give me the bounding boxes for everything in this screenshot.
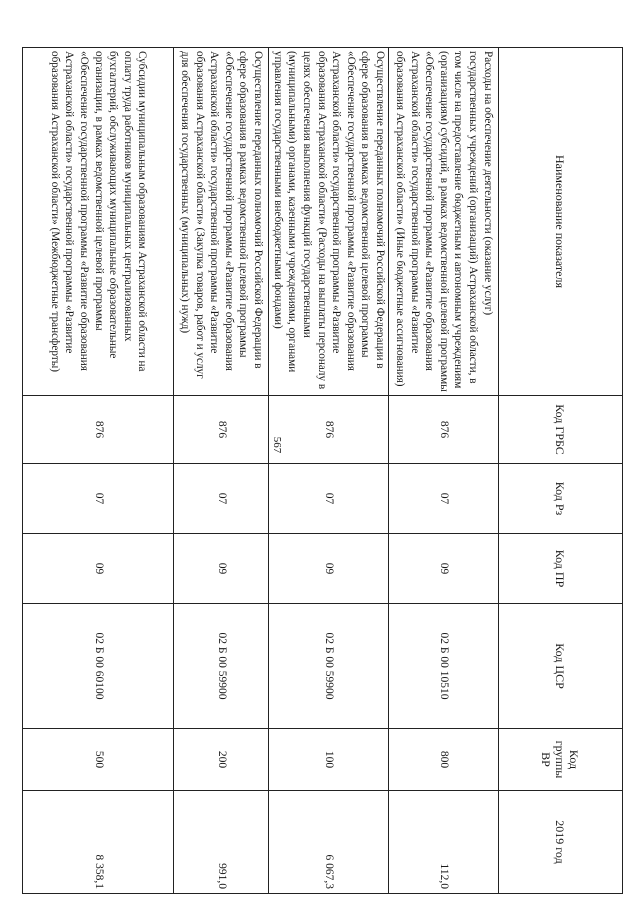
header-csr: Код ЦСР [499,604,623,729]
row-grbs: 876 [23,396,174,464]
row-name: Субсидии муниципальным образованиям Астраханской области на оплату труда работников муниципальных централизованных бухгалтерий, обслуживающих муниципальные образовательные организации, в рамках ведомственной целевой программы «Обеспечение государственной программы «Развитие образования Астраханской области» государственной программы «Развитие образования Астраханской области» (Межбюджетные трансферты) [23,48,174,396]
row-grbs: 876 [389,396,499,464]
row-csr: 02 Б 00 59900 [269,604,389,729]
row-vr: 200 [174,729,269,791]
header-vr: Код группы ВР [499,729,623,791]
row-pr: 09 [174,534,269,604]
row-pr: 09 [23,534,174,604]
row-amount: 991,0 [174,791,269,894]
row-vr: 100 [269,729,389,791]
table-row [269,48,389,894]
table-row [174,48,269,894]
table-row [389,48,499,894]
row-name: Расходы на обеспечение деятельности (оказание услуг) государственных учреждений (организаций) Астраханской области, в том числе на предоставление бюджетным и автономным учреждениям (организациям) субсидий, в рамках ведомственной целевой программы «Обеспечение государственной программы «Развитие образования Астраханской области» государственной программы «Развитие образования Астраханской области» (Иные бюджетные ассигнования) [389,48,499,396]
header-year: 2019 год [499,791,623,894]
row-rz: 07 [174,464,269,534]
row-rz: 07 [389,464,499,534]
budget-table [22,47,623,894]
header-pr: Код ПР [499,534,623,604]
row-amount: 8 358,1 [23,791,174,894]
row-name: Осуществление переданных полномочий Российской Федерации в сфере образования в рамках ведомственной целевой программы «Обеспечение государственной программы «Развитие образования Астраханской области» государственной программы «Развитие образования Астраханской области» (Закупка товаров, работ и услуг для обеспечения государственных (муниципальных) нужд) [174,48,269,396]
row-pr: 09 [269,534,389,604]
header-grbs: Код ГРБС [499,396,623,464]
row-pr: 09 [389,534,499,604]
header-rz: Код Рз [499,464,623,534]
header-name: Наименование показателя [499,48,623,396]
row-vr: 500 [23,729,174,791]
row-amount: 112,0 [389,791,499,894]
page-number: 567 [271,436,283,454]
table-header-row [499,48,623,894]
table-row [23,48,174,894]
rotated-table-container [40,47,623,893]
row-csr: 02 Б 00 10510 [389,604,499,729]
row-name: Осуществление переданных полномочий Российской Федерации в сфере образования в рамках ведомственной целевой программы «Обеспечение государственной программы «Развитие образования Астраханской области» государственной программы «Развитие образования Астраханской области» (Расходы на выплаты персоналу в целях обеспечения выполнения функций государственными (муниципальными) органами, казенными учреждениями, органами управления государственными внебюджетными фондами) [269,48,389,396]
row-grbs: 876 [269,396,389,464]
row-csr: 02 Б 00 59900 [174,604,269,729]
row-csr: 02 Б 00 60100 [23,604,174,729]
row-rz: 07 [23,464,174,534]
row-amount: 6 067,3 [269,791,389,894]
row-grbs: 876 [174,396,269,464]
row-rz: 07 [269,464,389,534]
row-vr: 800 [389,729,499,791]
